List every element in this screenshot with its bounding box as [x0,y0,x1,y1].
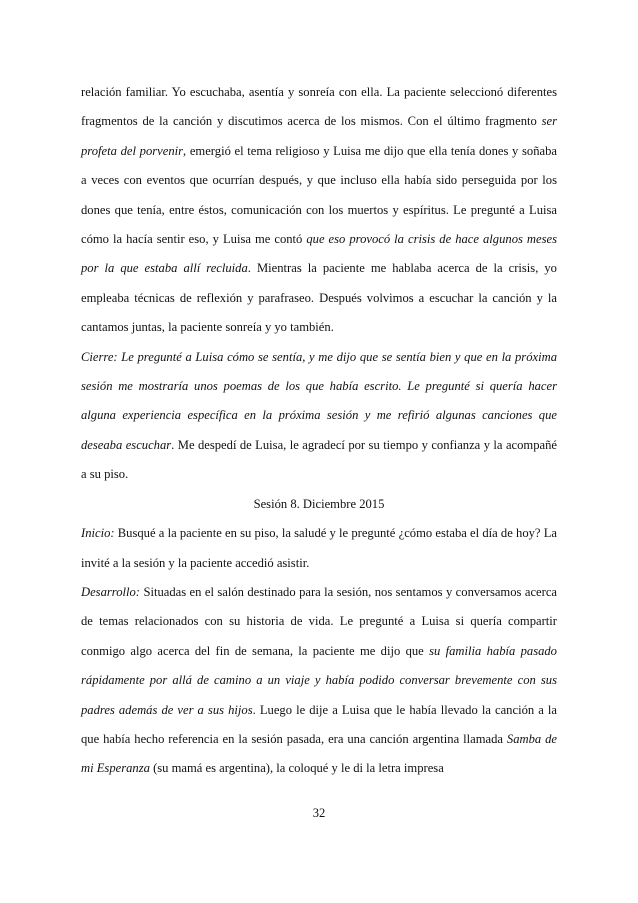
italic-text: Inicio: [81,526,115,541]
italic-text: ser profeta del porvenir [81,114,557,158]
text-run: Sesión 8. Diciembre 2015 [253,496,385,511]
text-run: (su mamá es argentina), la coloqué y le di la letra impresa [149,761,444,776]
text-run: . Me despedí de Luisa, le agradecí por su tiempo y confianza y la acompañé a su piso. [81,437,557,482]
paragraph [81,578,557,784]
page-number: 32 [312,806,326,820]
paragraph [81,343,557,490]
italic-text: que eso provocó la crisis de hace algunos meses por la que estaba allí recluida [81,232,557,276]
text-run: . Mientras la paciente me hablaba acerca de la crisis, yo empleaba técnicas de reflexión y parafraseo. Después volvimos a escuchar la canción y la cantamos juntas, la paciente sonreía y yo también. [81,261,557,335]
italic-text: Samba de mi Esperanza [81,731,557,776]
text-run: . Luego le dije a Luisa que le había llevado la canción a la que había hecho referencia en la sesión pasada, era una canción argentina llamada [81,702,557,746]
italic-text: su familia había pasado rápidamente por allá de camino a un viaje y había podido conversar brevemente con sus padres además de ver a sus hijos [81,643,557,717]
text-run: Situadas en el salón destinado para la sesión, nos sentamos y conversamos acerca de temas relacionados con su historia de vida. Le pregunté a Luisa si quería compartir conmigo algo acerca del fin de semana, la paciente me dijo que [81,584,557,658]
text-run: Busqué a la paciente en su piso, la saludé y le pregunté ¿cómo estaba el día de hoy? La invité a la sesión y la paciente accedió asistir. [81,526,557,570]
italic-text: Desarrollo: [81,584,141,599]
text-run: relación familiar. Yo escuchaba, asentía y sonreía con ella. La paciente seleccionó diferentes fragmentos de la canción y discutimos acerca de los mismos. Con el último fragmento [81,85,557,129]
body-text [81,78,557,784]
paragraph [81,78,557,343]
section-heading [81,490,557,519]
text-run: , emergió el tema religioso y Luisa me dijo que ella tenía dones y soñaba a veces con eventos que ocurrían después, y que incluso ella había sido perseguida por los dones que tenía, entre éstos, comunicación con los muertos y espíritus. Le pregunté a Luisa cómo la hacía sentir eso, y Luisa me contó [81,143,557,247]
paragraph [81,519,557,578]
italic-text: Cierre: Le pregunté a Luisa cómo se sentía, y me dijo que se sentía bien y que en la próxima sesión me mostraría unos poemas de los que había escrito. Le pregunté si quería hacer alguna experiencia específica en la próxima sesión y me refirió algunas canciones que deseaba escuchar [81,349,557,452]
